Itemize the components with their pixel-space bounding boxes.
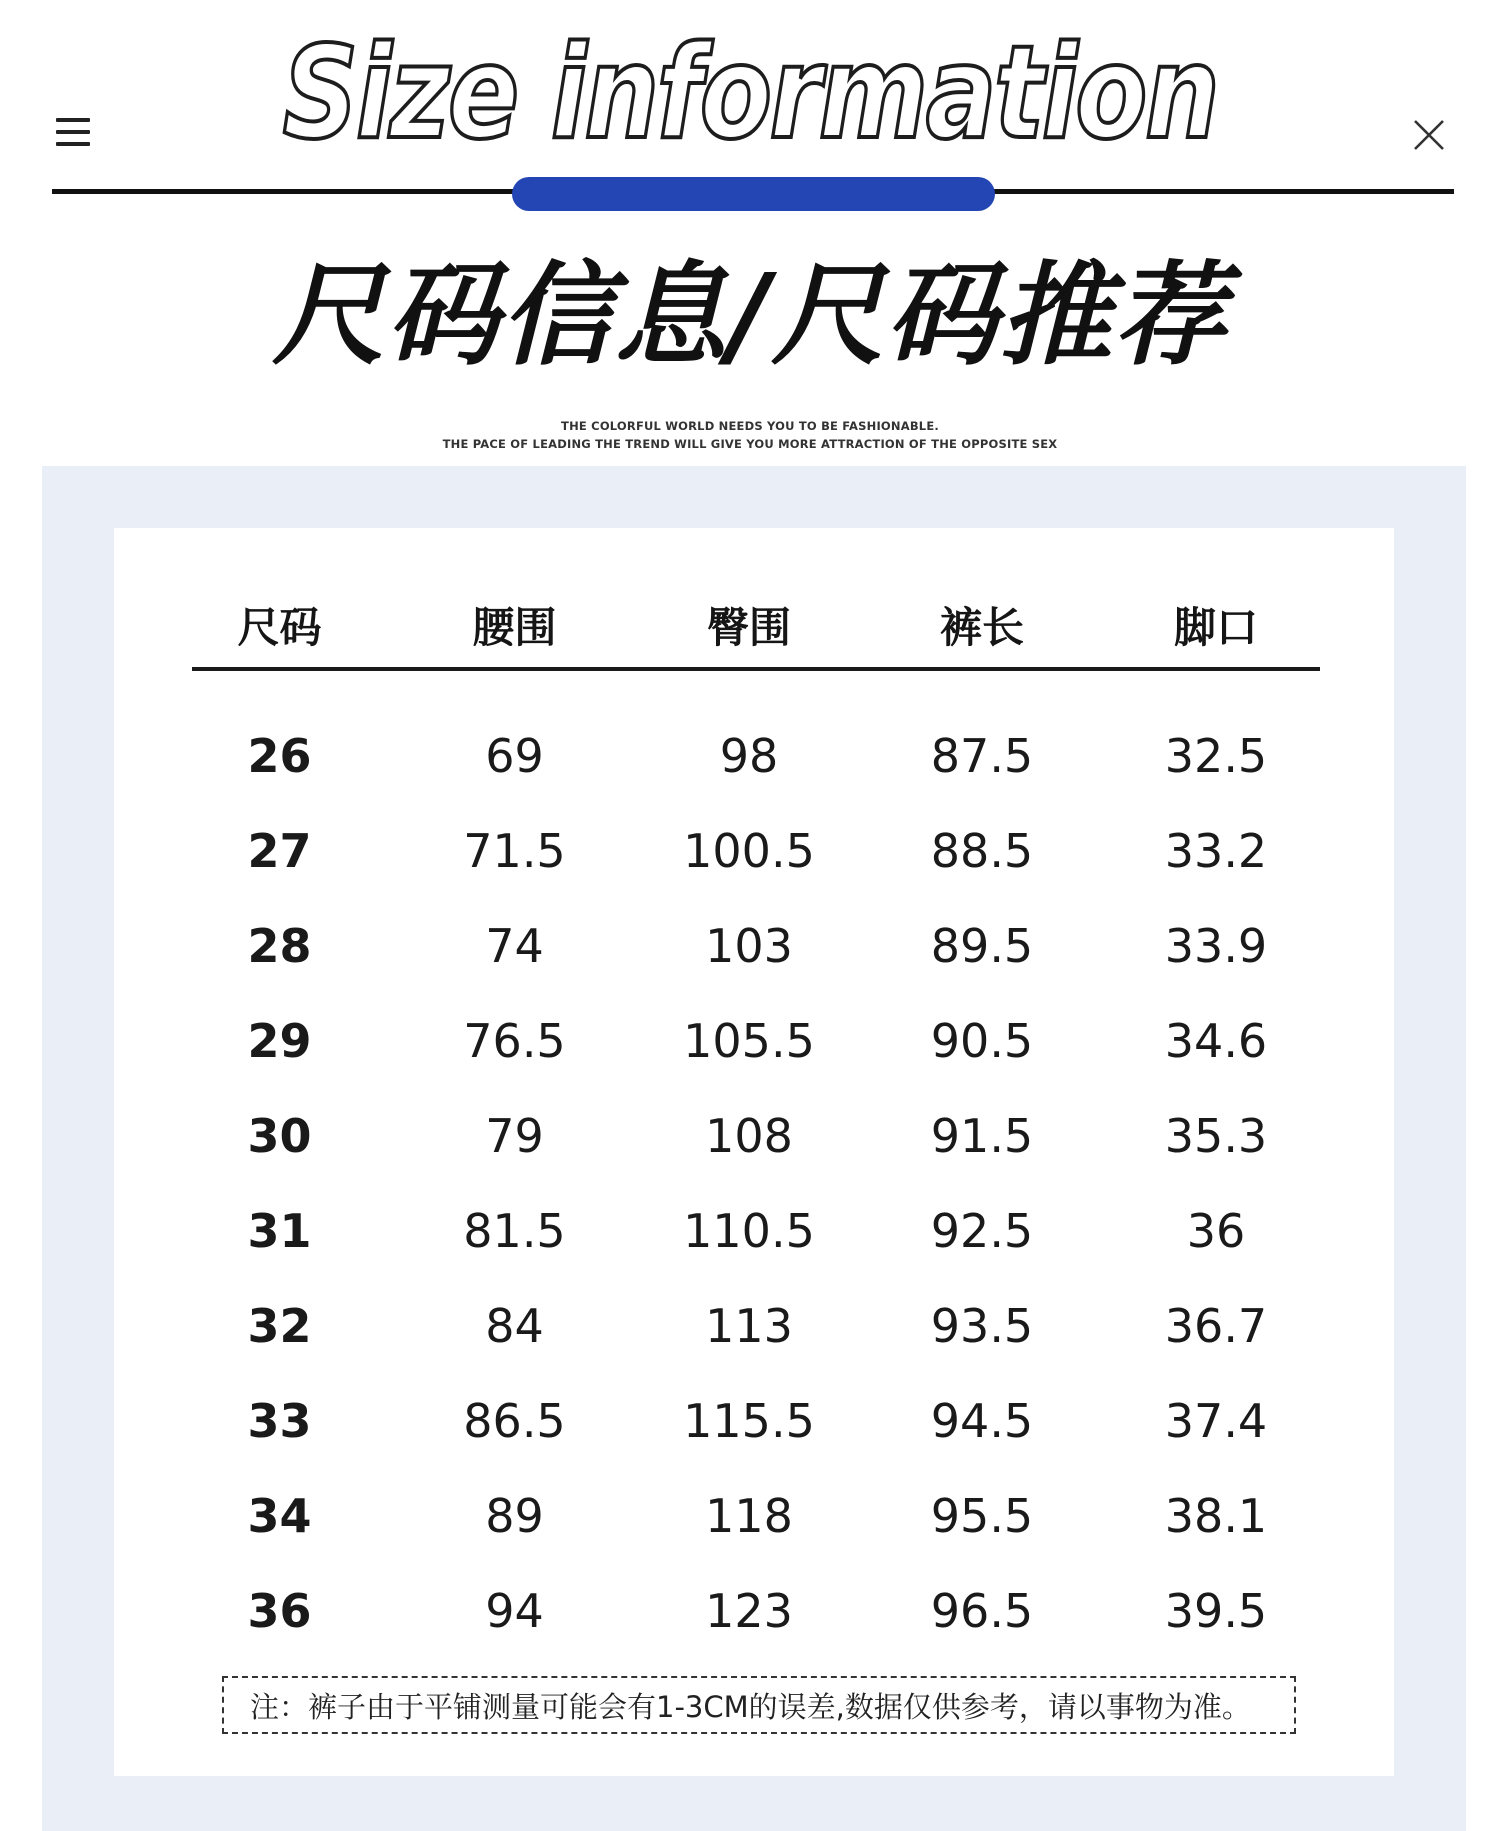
table-row <box>192 1183 1320 1278</box>
cell-hem: 33.9 <box>1164 918 1268 973</box>
cell-hem: 36 <box>1186 1203 1246 1258</box>
table-row <box>192 1278 1320 1373</box>
cell-length: 90.5 <box>930 1013 1034 1068</box>
cell-hip: 118 <box>705 1488 793 1543</box>
table-body <box>192 708 1320 1658</box>
table-row <box>192 898 1320 993</box>
cell-waist: 79 <box>485 1108 544 1163</box>
cell-hip: 103 <box>705 918 793 973</box>
cell-waist: 86.5 <box>463 1393 566 1448</box>
cell-hip: 113 <box>705 1298 793 1353</box>
cell-length: 91.5 <box>930 1108 1034 1163</box>
cell-size: 34 <box>247 1488 312 1543</box>
cell-hip: 108 <box>705 1108 793 1163</box>
table-row <box>192 1088 1320 1183</box>
cell-size: 31 <box>247 1203 312 1258</box>
cell-waist: 84 <box>485 1298 544 1353</box>
cell-waist: 89 <box>485 1488 544 1543</box>
tagline-line-2: THE PACE OF LEADING THE TREND WILL GIVE YOU MORE ATTRACTION OF THE OPPOSITE SEX <box>442 437 1058 451</box>
cell-size: 29 <box>247 1013 312 1068</box>
cell-waist: 81.5 <box>463 1203 566 1258</box>
table-row <box>192 708 1320 803</box>
tagline-line-1: THE COLORFUL WORLD NEEDS YOU TO BE FASHIONABLE. <box>561 419 939 433</box>
measurement-note: 注：裤子由于平铺测量可能会有1-3CM的误差,数据仅供参考，请以事物为准。 <box>222 1676 1296 1734</box>
cell-length: 95.5 <box>930 1488 1034 1543</box>
table-row <box>192 1563 1320 1658</box>
cell-size: 27 <box>247 823 312 878</box>
cell-waist: 94 <box>485 1583 544 1638</box>
column-header-hem: 脚口 <box>1173 603 1258 652</box>
cell-hem: 36.7 <box>1164 1298 1268 1353</box>
cell-length: 92.5 <box>930 1203 1034 1258</box>
table-row <box>192 1468 1320 1563</box>
cell-length: 96.5 <box>930 1583 1034 1638</box>
cell-hip: 115.5 <box>683 1393 815 1448</box>
hamburger-menu-icon[interactable] <box>56 118 90 146</box>
cell-waist: 71.5 <box>463 823 566 878</box>
cell-hip: 110.5 <box>683 1203 815 1258</box>
cell-length: 88.5 <box>930 823 1034 878</box>
column-header-hip: 臀围 <box>706 603 791 652</box>
header-accent-bar <box>512 177 995 211</box>
table-row <box>192 993 1320 1088</box>
table-row <box>192 1373 1320 1468</box>
cell-hem: 33.2 <box>1164 823 1268 878</box>
cell-size: 26 <box>247 728 312 783</box>
cell-length: 94.5 <box>930 1393 1034 1448</box>
cell-hip: 98 <box>719 728 779 783</box>
page-title-chinese: 尺码信息/尺码推荐 <box>272 251 1228 381</box>
table-row <box>192 803 1320 898</box>
cell-hem: 32.5 <box>1164 728 1268 783</box>
column-header-length: 裤长 <box>939 603 1024 652</box>
cell-hip: 100.5 <box>683 823 815 878</box>
cell-waist: 74 <box>485 918 544 973</box>
cell-hip: 123 <box>705 1583 793 1638</box>
cell-waist: 76.5 <box>463 1013 566 1068</box>
header <box>0 0 1500 215</box>
cell-size: 30 <box>247 1108 312 1163</box>
cell-length: 87.5 <box>930 728 1034 783</box>
cell-length: 93.5 <box>930 1298 1034 1353</box>
column-header-size: 尺码 <box>237 603 322 652</box>
cell-hem: 38.1 <box>1164 1488 1268 1543</box>
cell-hem: 35.3 <box>1164 1108 1268 1163</box>
page-title-english: Size information <box>282 19 1218 168</box>
cell-size: 32 <box>247 1298 312 1353</box>
table-header-divider <box>192 667 1320 671</box>
cell-size: 33 <box>247 1393 312 1448</box>
cell-size: 36 <box>247 1583 312 1638</box>
cell-waist: 69 <box>485 728 544 783</box>
cell-hip: 105.5 <box>683 1013 815 1068</box>
cell-hem: 39.5 <box>1164 1583 1268 1638</box>
cell-size: 28 <box>247 918 312 973</box>
cell-length: 89.5 <box>930 918 1034 973</box>
table-header-row <box>192 585 1320 665</box>
cell-hem: 37.4 <box>1164 1393 1268 1448</box>
column-header-waist: 腰围 <box>472 603 557 652</box>
close-icon[interactable] <box>1410 116 1448 154</box>
size-table <box>192 585 1320 1658</box>
cell-hem: 34.6 <box>1164 1013 1268 1068</box>
